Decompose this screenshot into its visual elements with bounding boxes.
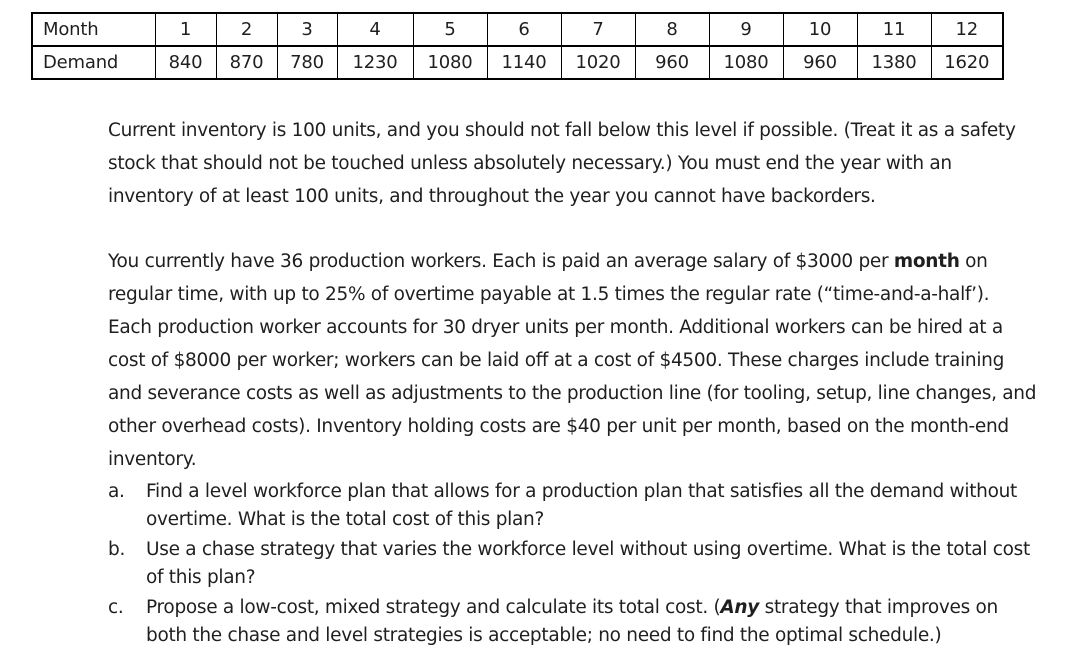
question-text: Find a level workforce plan that allows for a production plan that satisfies all the demand without overtime. What is the total cost of this plan? [146,481,1017,530]
month-header: Month [32,13,155,46]
month-cell: 4 [337,13,413,46]
inventory-paragraph: Current inventory is 100 units, and you should not fall below this level if possible. (Treat it as a safety stock that should not be touched unless absolutely necessary.) You must end the year with an inventory of at least 100 units, and throughout the year you cannot have backorders. [108,120,1016,207]
workforce-paragraph [108,245,1038,476]
demand-row [32,46,1003,79]
month-cell: 8 [635,13,709,46]
demand-cell: 1230 [337,46,413,79]
month-cell: 12 [931,13,1003,46]
demand-cell: 1140 [487,46,561,79]
demand-cell: 870 [216,46,277,79]
month-cell: 6 [487,13,561,46]
question-text: Use a chase strategy that varies the workforce level without using overtime. What is the total cost of this plan? [146,539,1030,588]
month-cell: 5 [413,13,487,46]
month-row [32,13,1003,46]
month-cell: 3 [277,13,337,46]
demand-cell: 840 [155,46,216,79]
any-emphasis: Any [720,597,760,618]
demand-cell: 1620 [931,46,1003,79]
month-cell: 1 [155,13,216,46]
month-cell: 7 [561,13,635,46]
workforce-text-end: on regular time, with up to 25% of overtime payable at 1.5 times the regular rate (“time-and-a-half’). Each production worker accounts for 30 dryer units per month. Additional workers can be hired at a cost of $8000 per worker; workers can be laid off at a cost of $4500. These charges include training and severance costs as well as adjustments to the production line (for tooling, setup, line changes, and other overhead costs). Inventory holding costs are $40 per unit per month, based on the month-end inventory. [108,251,1037,470]
demand-cell: 1380 [857,46,931,79]
question-text-end: strategy that improves on both the chase and level strategies is acceptable; no need to find the optimal schedule.) [146,597,998,646]
question-a [108,478,1038,534]
demand-table [31,12,1004,80]
month-cell: 9 [709,13,783,46]
question-c [108,594,1038,650]
question-marker: b. [108,539,126,560]
demand-cell: 1080 [709,46,783,79]
question-b [108,536,1038,592]
workforce-text-start: You currently have 36 production workers. Each is paid an average salary of $3000 per [108,251,894,272]
demand-header: Demand [32,46,155,79]
month-cell: 11 [857,13,931,46]
month-cell: 2 [216,13,277,46]
demand-cell: 1080 [413,46,487,79]
demand-cell: 1020 [561,46,635,79]
month-emphasis: month [893,251,960,272]
month-cell: 10 [783,13,857,46]
question-text-start: Propose a low-cost, mixed strategy and calculate its total cost. ( [146,597,721,618]
demand-cell: 960 [783,46,857,79]
question-marker: a. [108,481,125,502]
demand-cell: 780 [277,46,337,79]
demand-cell: 960 [635,46,709,79]
question-text [146,597,998,646]
question-marker: c. [108,597,124,618]
question-list [108,478,1038,652]
